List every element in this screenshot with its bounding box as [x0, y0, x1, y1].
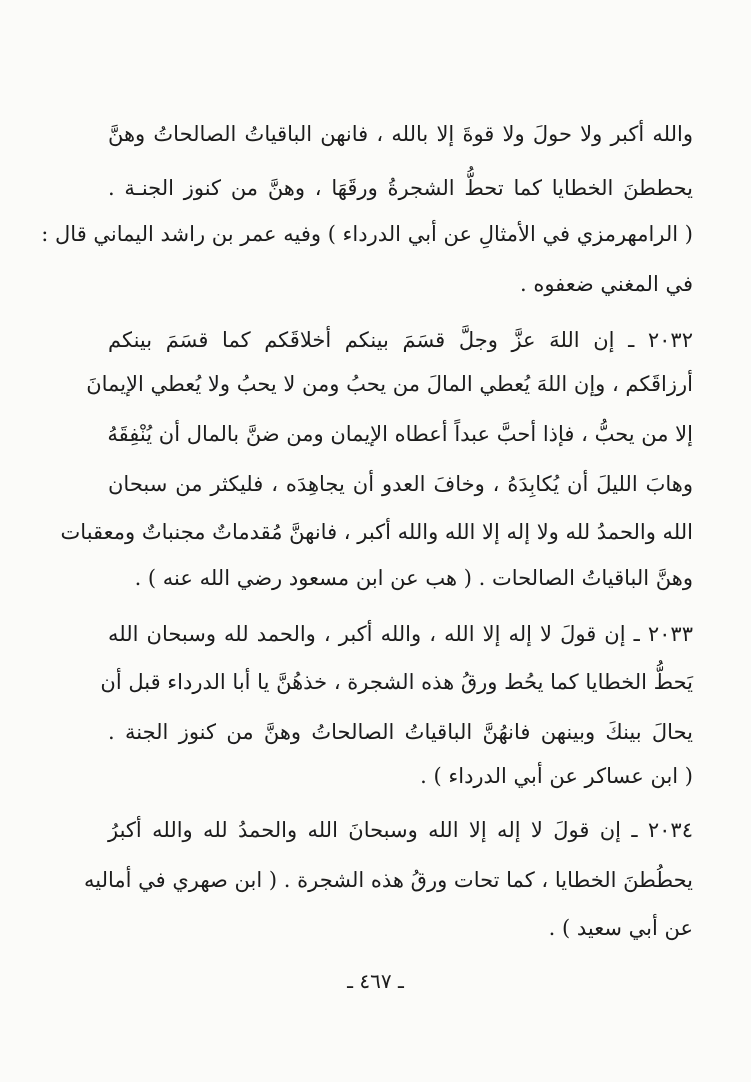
text-line: والله أكبر ولا حولَ ولا قوةَ إلا بالله ، فانهن الباقياتُ الصالحاتُ وهنَّ: [108, 122, 693, 146]
text-line: يحالَ بينكَ وبينهن فانهُنَّ الباقياتُ الصالحاتُ وهنَّ من كنوز الجنة .: [108, 720, 693, 744]
text-line: يحططنَ الخطايا كما تحطُّ الشجرةُ ورقَهَا ، وهنَّ من كنوز الجنـة .: [108, 176, 693, 200]
text-line: وهابَ الليلَ أن يُكابِدَهُ ، وخافَ العدو أن يجاهِدَه ، فليكثر من سبحان: [108, 472, 693, 496]
hadith-2032-first-line: ٢٠٣٢ ـ إن اللهَ عزَّ وجلَّ قسَمَ بينكم أخلاقَكم كما قسَمَ بينكم: [108, 328, 693, 352]
text-line: ( الرامهرمزي في الأمثالِ عن أبي الدرداء ) وفيه عمر بن راشد اليماني قال :: [41, 222, 693, 246]
text-line: إلا من يحبُّ ، فإذا أحبَّ عبداً أعطاه الإيمان ومن ضنَّ بالمال أن يُنْفِقَهُ: [107, 422, 693, 446]
text-line: ( ابن عساكر عن أبي الدرداء ) .: [420, 764, 693, 788]
text-line: يَحطُّ الخطايا كما يحُط ورقُ هذه الشجرة ، خذهُنَّ يا أبا الدرداء قبل أن: [100, 670, 693, 694]
page-number: ـ ٤٦٧ ـ: [347, 969, 404, 993]
hadith-2034-first-line: ٢٠٣٤ ـ إن قولَ لا إله إلا الله وسبحانَ الله والحمدُ لله والله أكبرُ: [108, 818, 693, 842]
text-line: وهنَّ الباقياتُ الصالحات . ( هب عن ابن مسعود رضي الله عنه ) .: [134, 566, 693, 590]
text-line: في المغني ضعفوه .: [519, 272, 693, 296]
hadith-2033-first-line: ٢٠٣٣ ـ إن قولَ لا إله إلا الله ، والله أكبر ، والحمد لله وسبحان الله: [108, 622, 693, 646]
text-line: الله والحمدُ لله ولا إله إلا الله والله أكبر ، فانهنَّ مُقدماتٌ مجنباتٌ ومعقبات: [60, 520, 693, 544]
text-line: يحطُطنَ الخطايا ، كما تحات ورقُ هذه الشجرة . ( ابن صهري في أماليه: [83, 868, 693, 892]
text-line: أرزاقَكم ، وإن اللهَ يُعطي المالَ من يحبُ ومن لا يحبُ ولا يُعطي الإيمانَ: [86, 372, 693, 396]
text-line: عن أبي سعيد ) .: [548, 916, 693, 940]
